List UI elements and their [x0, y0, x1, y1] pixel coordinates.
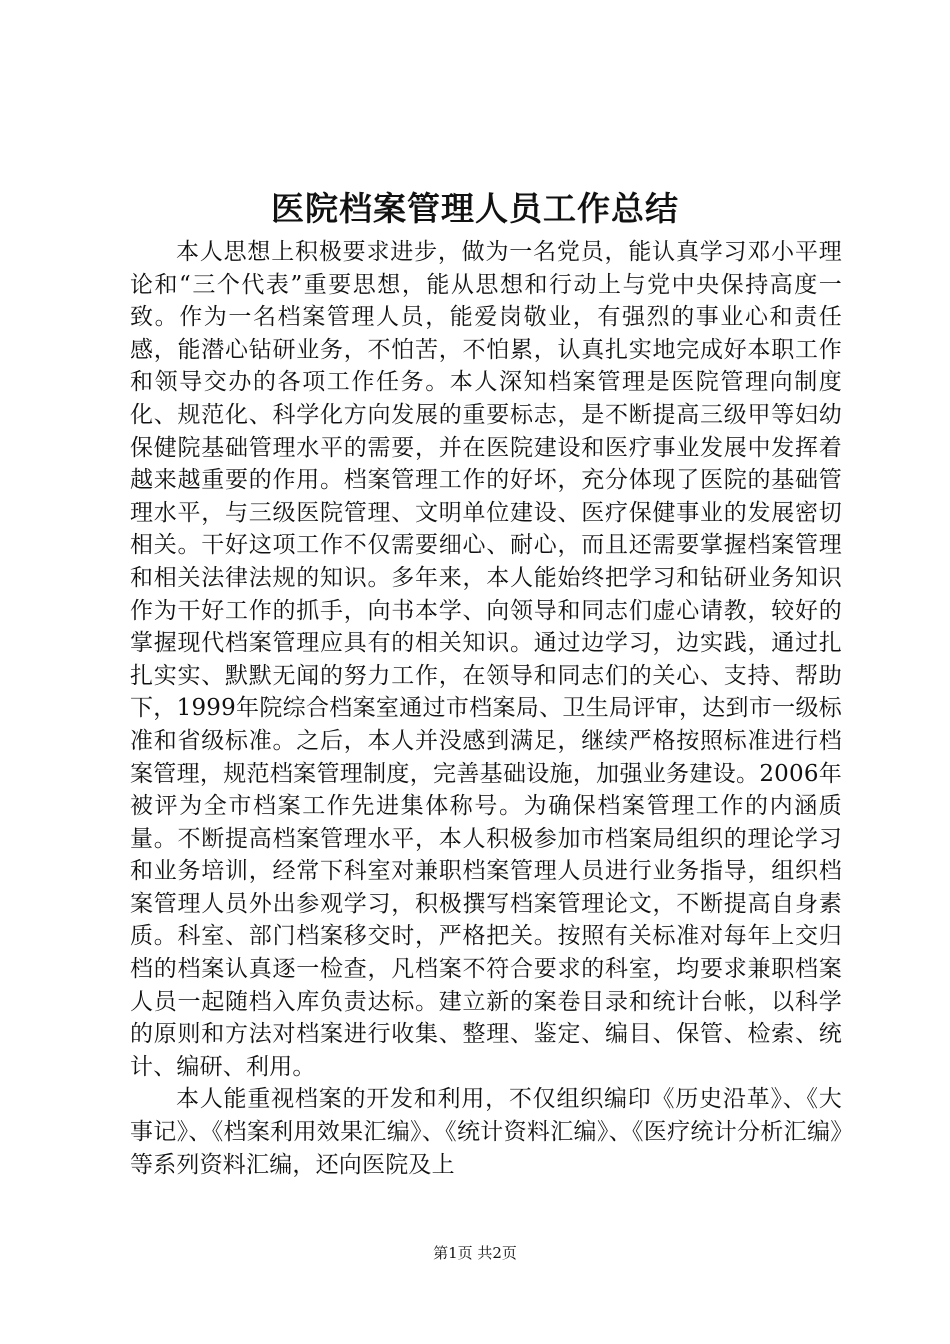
paragraph-1: 本人思想上积极要求进步，做为一名党员，能认真学习邓小平理论和“三个代表”重要思想，能从思想和行动上与党中央保持高度一致。作为一名档案管理人员，能爱岗敬业，有强烈的事业心和责任感，能潜心钻研业务，不怕苦，不怕累，认真扎实地完成好本职工作和领导交办的各项工作任务。本人深知档案管理是医院管理向制度化、规范化、科学化方向发展的重要标志，是不断提高三级甲等妇幼保健院基础管理水平的需要，并在医院建设和医疗事业发展中发挥着越来越重要的作用。档案管理工作的好坏，充分体现了医院的基础管理水平，与三级医院管理、文明单位建设、医疗保健事业的发展密切相关。干好这项工作不仅需要细心、耐心，而且还需要掌握档案管理和相关法律法规的知识。多年来，本人能始终把学习和钻研业务知识作为干好工作的抓手，向书本学、向领导和同志们虚心请教，较好的掌握现代档案管理应具有的相关知识。通过边学习，边实践，通过扎扎实实、默默无闻的努力工作，在领导和同志们的关心、支持、帮助下，1999年院综合档案室通过市档案局、卫生局评审，达到市一级标准和省级标准。之后，本人并没感到满足，继续严格按照标准进行档案管理，规范档案管理制度，完善基础设施，加强业务建设。2006年被评为全市档案工作先进集体称号。为确保档案管理工作的内涵质量。不断提高档案管理水平，本人积极参加市档案局组织的理论学习和业务培训，经常下科室对兼职档案管理人员进行业务指导，组织档案管理人员外出参观学习，积极撰写档案管理论文，不断提高自身素质。科室、部门档案移交时，严格把关。按照有关标准对每年上交归档的档案认真逐一检查，凡档案不符合要求的科室，均要求兼职档案人员一起随档入库负责达标。建立新的案卷目录和统计台帐，以科学的原则和方法对档案进行收集、整理、鉴定、编目、保管、检索、统计、编研、利用。: [130, 239, 842, 1080]
page-number-footer: 第1页 共2页: [433, 1244, 517, 1262]
document-title: 医院档案管理人员工作总结: [271, 189, 679, 228]
document-body: [130, 236, 842, 1181]
paragraph-2: 本人能重视档案的开发和利用，不仅组织编印《历史沿革》、《大事记》、《档案利用效果汇编》、《统计资料汇编》、《医疗统计分析汇编》等系列资料汇编，还向医院及上: [130, 1086, 842, 1178]
